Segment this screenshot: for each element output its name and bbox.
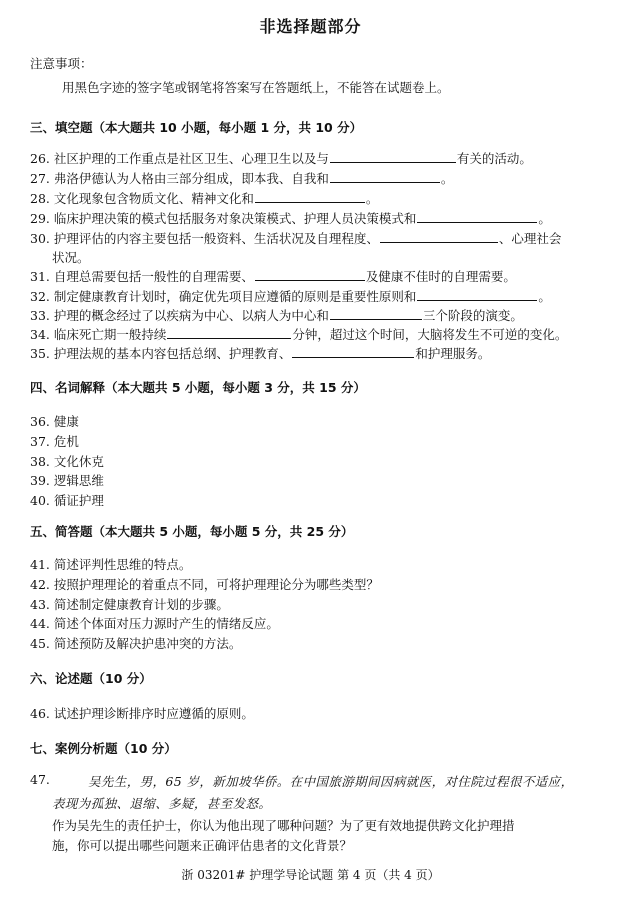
question-text: 。 [365, 191, 379, 206]
answer-blank [380, 230, 498, 243]
question-28 [30, 190, 378, 207]
question-text: 33. 护理的概念经过了以疾病为中心、以病人为中心和 [30, 308, 329, 323]
question-text: 和护理服务。 [415, 346, 491, 361]
case-number: 47. [30, 772, 50, 787]
question-26 [30, 150, 532, 167]
case-question: 作为吴先生的责任护士，你认为他出现了哪种问题？为了更有效地提供跨文化护理措 [52, 818, 515, 833]
answer-blank [292, 345, 414, 358]
question-text: 及健康不佳时的自理需要。 [365, 269, 516, 284]
question-text: 28. 文化现象包含物质文化、精神文化和 [30, 191, 254, 206]
question-34 [30, 326, 567, 343]
notice-body: 用黑色字迹的签字笔或钢笔将答案写在答题纸上，不能答在试题卷上。 [62, 80, 450, 95]
case-question: 施，你可以提出哪些问题来正确评估患者的文化背景？ [52, 838, 353, 853]
answer-blank [417, 210, 537, 223]
term-item: 37. 危机 [30, 434, 79, 449]
question-text: 。 [538, 211, 551, 226]
short-question: 42. 按照护理理论的着重点不同，可将护理理论分为哪些类型？ [30, 577, 379, 592]
essay-question: 46. 试述护理诊断排序时应遵循的原则。 [30, 706, 254, 721]
short-question: 41. 简述评判性思维的特点。 [30, 557, 192, 572]
section-terms-heading: 四、名词解释（本大题共 5 小题，每小题 3 分，共 15 分） [30, 380, 366, 395]
question-text: 31. 自理总需要包括一般性的自理需要、 [30, 269, 254, 284]
question-29 [30, 210, 551, 227]
section-essay-heading: 六、论述题（10 分） [30, 671, 152, 686]
section-case-heading: 七、案例分析题（10 分） [30, 741, 177, 756]
question-31 [30, 268, 516, 285]
short-question: 44. 简述个体面对压力源时产生的情绪反应。 [30, 616, 279, 631]
answer-blank [330, 150, 456, 163]
term-item: 36. 健康 [30, 414, 79, 429]
short-question: 43. 简述制定健康教育计划的步骤。 [30, 597, 229, 612]
answer-blank [330, 170, 440, 183]
question-text: 26. 社区护理的工作重点是社区卫生、心理卫生以及与 [30, 151, 329, 166]
question-text: 有关的活动。 [456, 151, 532, 166]
page-title: 非选择题部分 [259, 17, 362, 36]
answer-blank [330, 307, 422, 320]
question-text: 27. 弗洛伊德认为人格由三部分组成，即本我、自我和 [30, 171, 329, 186]
question-30-continued: 状况。 [52, 250, 90, 265]
question-33 [30, 307, 523, 324]
question-text: 、心理社会 [498, 231, 562, 246]
term-item: 40. 循证护理 [30, 493, 104, 508]
case-text: 表现为孤独、退缩、多疑，甚至发怒。 [52, 796, 272, 811]
question-text: 三个阶段的演变。 [422, 308, 523, 323]
question-35 [30, 345, 490, 362]
question-text: 35. 护理法规的基本内容包括总纲、护理教育、 [30, 346, 292, 361]
question-text: 30. 护理评估的内容主要包括一般资料、生活状况及自理程度、 [30, 231, 379, 246]
question-text: 34. 临床死亡期一般持续 [30, 327, 167, 342]
section-fill-heading: 三、填空题（本大题共 10 小题，每小题 1 分，共 10 分） [30, 120, 363, 135]
short-question: 45. 简述预防及解决护患冲突的方法。 [30, 636, 242, 651]
notice-heading: 注意事项： [30, 56, 93, 71]
question-text: 分钟，超过这个时间，大脑将发生不可逆的变化。 [292, 327, 568, 342]
question-text: 。 [538, 289, 551, 304]
answer-blank [255, 268, 365, 281]
page-footer: 浙 03201# 护理学导论试题 第 4 页（共 4 页） [181, 868, 440, 882]
section-short-heading: 五、简答题（本大题共 5 小题，每小题 5 分，共 25 分） [30, 524, 354, 539]
answer-blank [167, 326, 291, 339]
case-text: 吴先生，男，65 岁，新加坡华侨。在中国旅游期间因病就医，对住院过程很不适应， [88, 774, 574, 789]
answer-blank [255, 190, 365, 203]
question-32 [30, 288, 551, 305]
term-item: 38. 文化休克 [30, 454, 104, 469]
question-text: 。 [440, 171, 454, 186]
term-item: 39. 逻辑思维 [30, 473, 104, 488]
question-text: 29. 临床护理决策的模式包括服务对象决策模式、护理人员决策模式和 [30, 211, 417, 226]
question-27 [30, 170, 453, 187]
answer-blank [417, 288, 537, 301]
question-30 [30, 230, 561, 247]
question-text: 32. 制定健康教育计划时，确定优先项目应遵循的原则是重要性原则和 [30, 289, 417, 304]
